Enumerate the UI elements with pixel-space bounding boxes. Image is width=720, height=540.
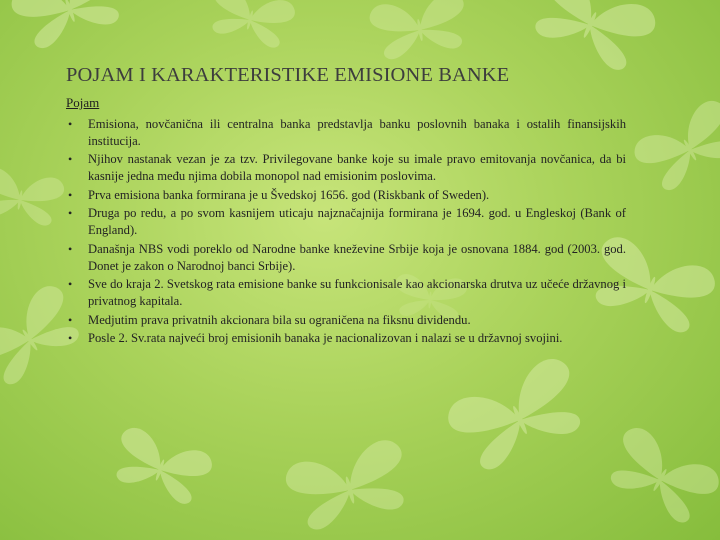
section-heading: Pojam [66,95,100,110]
list-item [66,330,626,347]
list-item-text: Njihov nastanak vezan je za tzv. Privilegovane banke koje su imale pravo emitovanja novčanica, da bi kasnije jedna među njima dobila monopol nad emisionim poslovima. [88,152,626,184]
list-item-text: Sve do kraja 2. Svetskog rata emisione banke su funkcionisale kao akcionarska drutva uz učeće državnog i privatnog kapitala. [88,277,626,308]
list-item-text: Prva emisiona banka formirana je u Švedskoj 1656. god (Riskbank of Sweden). [88,187,490,202]
list-item [66,205,626,239]
bullet-marker: • [68,241,73,256]
slide-title: POJAM I KARAKTERISTIKE EMISIONE BANKE [66,64,510,86]
list-item-text: Druga po redu, a po svom kasnijem uticaju najznačajnija formirana je 1694. god. u Engleskoj (Bank of England). [88,206,626,238]
list-item-text: Posle 2. Sv.rata najveći broj emisionih banaka je nacionalizovan i nalazi se u državnoj svojini. [88,331,563,346]
list-item-text: Emisiona, novčanična ili centralna banka predstavlja banku poslovnih banaka i ostalih finansijskih institucija. [88,117,626,148]
list-item [66,187,626,204]
bullet-marker: • [68,312,73,327]
bullet-marker: • [68,187,73,202]
bullet-marker: • [68,152,73,167]
bullet-marker: • [68,117,73,131]
bullet-list [66,116,626,349]
list-item [66,241,626,275]
bullet-marker: • [68,206,73,221]
list-item [66,312,626,329]
list-item [66,151,626,185]
list-item-text: Medjutim prava privatnih akcionara bila su ograničena na fiksnu dividendu. [88,312,471,327]
bullet-marker: • [68,277,73,292]
bullet-marker: • [68,331,73,346]
list-item [66,116,626,150]
list-item-text: Današnja NBS vodi poreklo od Narodne banke kneževine Srbije koja je osnovana 1884. god (2003. god. Donet je zakon o Narodnoj banci Srbije). [88,241,626,273]
list-item [66,276,626,310]
